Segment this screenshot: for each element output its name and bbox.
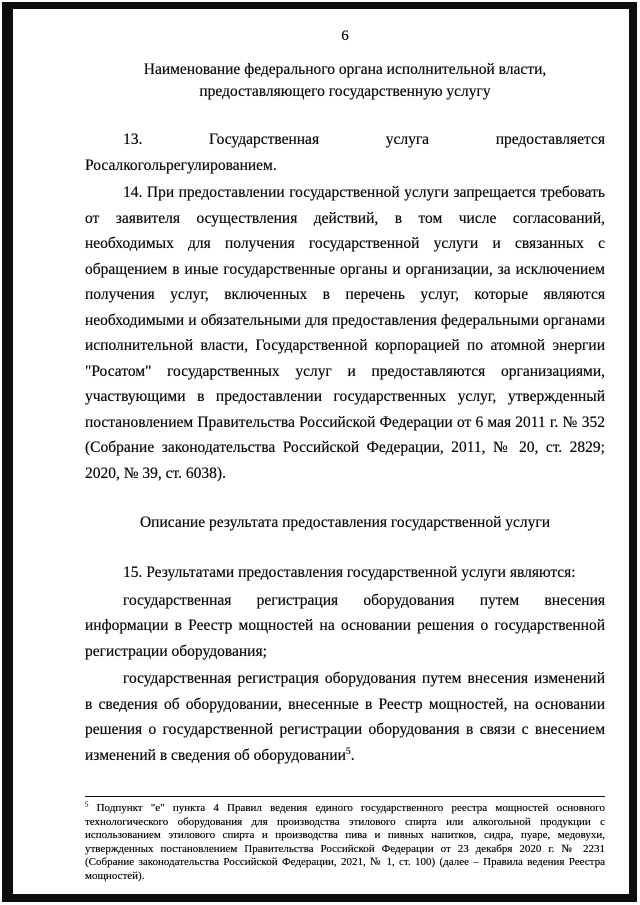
paragraph-14: 14. При предоставлении государственной услуги запрещается требовать от заявителя осуществления действий, в том числе согласований, необходимых для получения государственной услуги и связанных с обращением в иные государственные органы и организации, за исключением получения услуг, включенных в перечень услуг, которые являются необходимыми и обязательными для предоставления федеральными органами исполнительной власти, Государственной корпорацией по атомной энергии "Росатом" государственных услуг и предоставляются организациями, участвующими в предоставлении государственных услуг, утвержденный постановлением Правительства Российской Федерации от 6 мая 2011 г. № 352 (Собрание законодательства Российской Федерации, 2011, № 20, ст. 2829; 2020, № 39, ст. 6038). bbox=[85, 184, 605, 482]
footnote-separator bbox=[85, 796, 605, 797]
footnote-reference-5: 5 bbox=[345, 745, 351, 757]
footnote-area bbox=[85, 796, 605, 883]
paragraph-15-item-2 bbox=[85, 666, 605, 768]
section-heading-authority: Наименование федерального органа исполнительной власти, предоставляющего государственную услугу bbox=[143, 61, 547, 100]
section-heading-result: Описание результата предоставления государственной услуги bbox=[139, 514, 551, 531]
footnote-text bbox=[85, 802, 605, 883]
paragraph-15-item-2-period: . bbox=[350, 746, 355, 764]
paragraph-15-item-1: государственная регистрация оборудования путем внесения информации в Реестр мощностей на основании решения о государственной регистрации оборудования; bbox=[85, 591, 605, 660]
footnote-marker: 5 bbox=[85, 801, 89, 809]
footnote-body: Подпункт "е" пункта 4 Правил ведения единого государственного реестра мощностей основного технологического оборудования для производства этилового спирта или алкогольной продукции с использованием этилового спирта и производства пива и пивных напитков, сидра, пуаре, медовухи, утвержденных постановлением Правительства Российской Федерации от 23 декабря 2020 г. № 2231 (Собрание законодательства Российской Федерации, 2021, № 1, ст. 100) (далее – Правила ведения Реестра мощностей). bbox=[85, 802, 605, 882]
paragraph-15-intro: 15. Результатами предоставления государственной услуги являются: bbox=[123, 564, 576, 581]
page-number: 6 bbox=[341, 28, 349, 44]
paragraph-15-item-2-text: государственная регистрация оборудования путем внесения изменений в сведения об оборудовании, внесенные в Реестр мощностей, на основании решения о государственной регистрации оборудования в связи с внесением изменений в сведения об оборудовании bbox=[85, 670, 605, 764]
page-content bbox=[85, 28, 605, 770]
paragraph-13: 13. Государственная услуга предоставляется Росалкогольрегулированием. bbox=[85, 131, 605, 174]
